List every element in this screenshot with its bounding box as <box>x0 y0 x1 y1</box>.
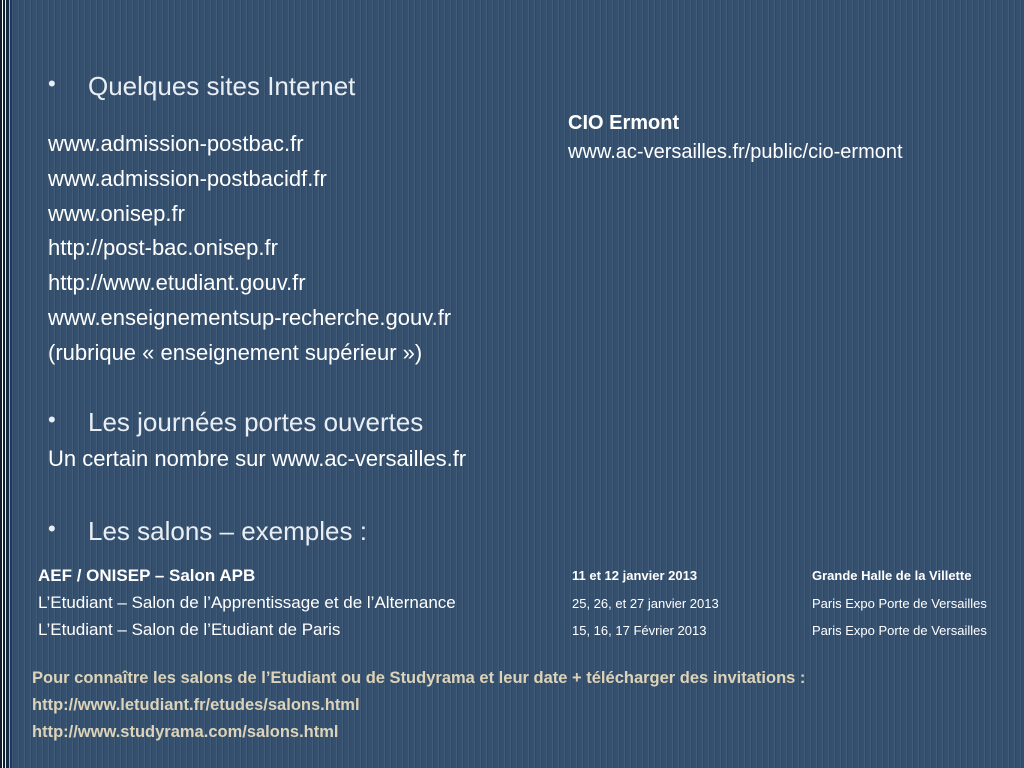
bullet-marker: • <box>48 407 56 432</box>
site-link[interactable]: www.onisep.fr <box>48 200 185 226</box>
footer-intro: Pour connaître les salons de l’Etudiant ou de Studyrama et leur date + télécharger des invitations : <box>32 669 806 687</box>
salon-name: AEF / ONISEP – Salon APB <box>38 566 256 585</box>
salon-date: 15, 16, 17 Février 2013 <box>572 623 707 638</box>
site-note: (rubrique « enseignement supérieur ») <box>48 339 423 365</box>
portes-ouvertes-text: Un certain nombre sur www.ac-versailles.fr <box>48 446 467 471</box>
site-list <box>48 127 451 371</box>
salon-place: Paris Expo Porte de Versailles <box>812 623 987 638</box>
site-link[interactable]: www.admission-postbacidf.fr <box>48 165 327 191</box>
footer-info <box>32 665 805 746</box>
salon-date: 11 et 12 janvier 2013 <box>572 568 698 583</box>
cio-title: CIO Ermont <box>568 112 680 134</box>
salon-place: Paris Expo Porte de Versailles <box>812 595 987 611</box>
salon-name: L’Etudiant – Salon de l’Apprentissage et de l’Alternance <box>38 593 456 612</box>
salon-dates <box>572 562 719 645</box>
slide-left-border <box>0 0 12 768</box>
site-link[interactable]: http://post-bac.onisep.fr <box>48 235 278 261</box>
salon-places <box>812 562 987 645</box>
salon-names <box>38 562 456 643</box>
bullet-marker: • <box>48 71 56 96</box>
salon-place: Grande Halle de la Villette <box>812 568 972 583</box>
bullet-heading: Quelques sites Internet <box>88 71 356 101</box>
footer-link-letudiant[interactable]: http://www.letudiant.fr/etudes/salons.html <box>32 696 360 714</box>
bullet-heading: Les journées portes ouvertes <box>88 407 424 437</box>
bullet-heading: Les salons – exemples : <box>88 516 367 546</box>
footer-link-studyrama[interactable]: http://www.studyrama.com/salons.html <box>32 723 339 741</box>
site-link[interactable]: http://www.etudiant.gouv.fr <box>48 270 306 296</box>
site-link[interactable]: www.enseignementsup-recherche.gouv.fr <box>48 304 452 330</box>
salon-name: L’Etudiant – Salon de l’Etudiant de Paris <box>38 620 341 639</box>
cio-url[interactable]: www.ac-versailles.fr/public/cio-ermont <box>568 141 903 163</box>
bullet-marker: • <box>48 516 56 541</box>
salon-date: 25, 26, et 27 janvier 2013 <box>572 595 719 611</box>
site-link[interactable]: www.admission-postbac.fr <box>48 131 304 156</box>
